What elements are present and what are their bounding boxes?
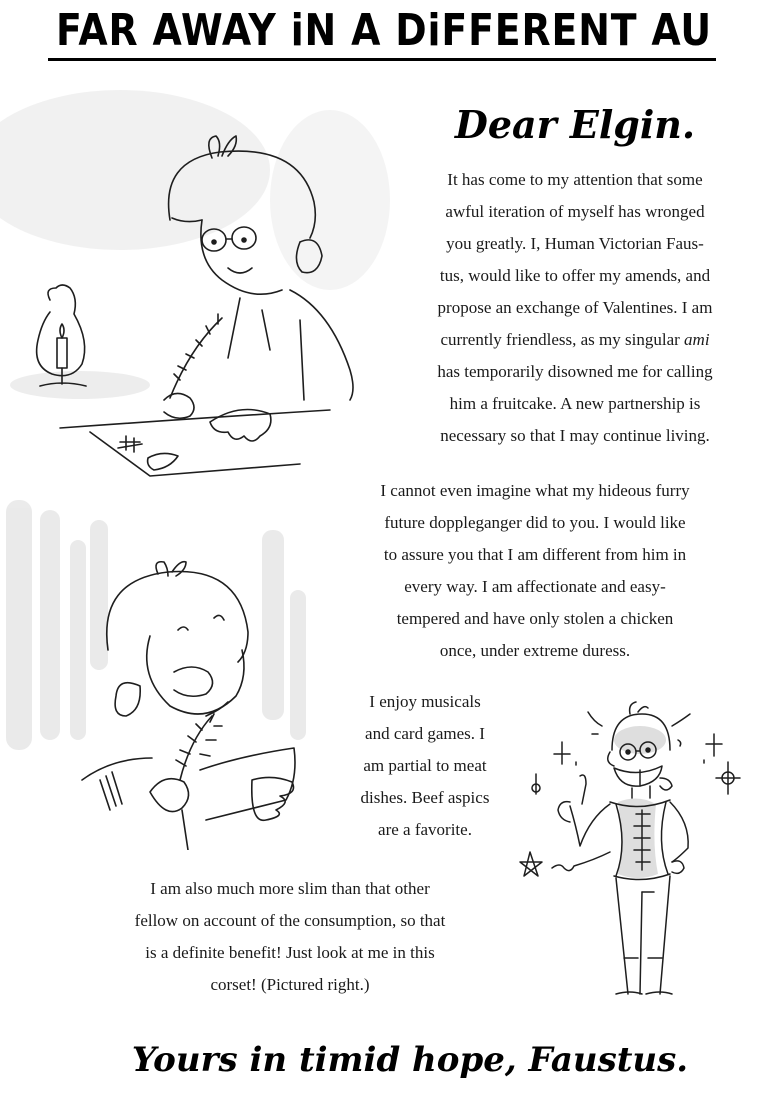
text-line: has temporarily disowned me for calling [437,362,713,381]
text-line: I am also much more slim than that other [150,879,430,898]
comic-title: FAR AWAY iN A DiFFERENT AU [55,5,713,56]
letter-paragraph-3 [330,686,520,846]
text-line: fellow on account of the consumption, so that [134,911,446,930]
text-line: I enjoy musicals [369,692,481,711]
text-line: him a fruitcake. A new partnership is [449,394,701,413]
letter-paragraph-2 [335,475,735,667]
text-line [395,324,755,356]
text-line: once, under extreme duress. [439,641,631,660]
letter-salutation: Dear Elgin. [454,102,696,147]
letter-paragraph-1 [395,164,755,452]
title-underline [48,58,716,61]
illustration-writing-at-desk [0,80,390,480]
text-line: awful iteration of myself has wronged [445,202,705,221]
text-line: necessary so that I may continue living. [440,426,710,445]
text-line: It has come to my attention that some [447,170,703,189]
text-line: future doppleganger did to you. I would like [384,513,686,532]
text-line: dishes. Beef aspics [360,788,490,807]
text-line: and card games. I [365,724,485,743]
letter-paragraph-4 [90,873,490,1001]
text-line: I cannot even imagine what my hideous furry [380,481,690,500]
text-line: propose an exchange of Valentines. I am [437,298,713,317]
illustration-corset-pose [500,690,760,1010]
text-segment: currently friendless, as my singular [440,330,685,349]
text-line: tus, would like to offer my amends, and [439,266,711,285]
illustration-pondering-with-quill [0,480,330,850]
text-line: every way. I am affectionate and easy- [404,577,666,596]
italic-word-ami: ami [684,330,710,349]
text-line: corset! (Pictured right.) [210,975,370,994]
text-line: you greatly. I, Human Victorian Faus- [446,234,704,253]
text-line: to assure you that I am different from him in [383,545,687,564]
letter-signoff: Yours in timid hope, Faustus. [131,1040,689,1080]
text-line: tempered and have only stolen a chicken [396,609,674,628]
text-line: am partial to meat [363,756,487,775]
text-line: are a favorite. [378,820,472,839]
text-line: is a definite benefit! Just look at me in this [145,943,435,962]
